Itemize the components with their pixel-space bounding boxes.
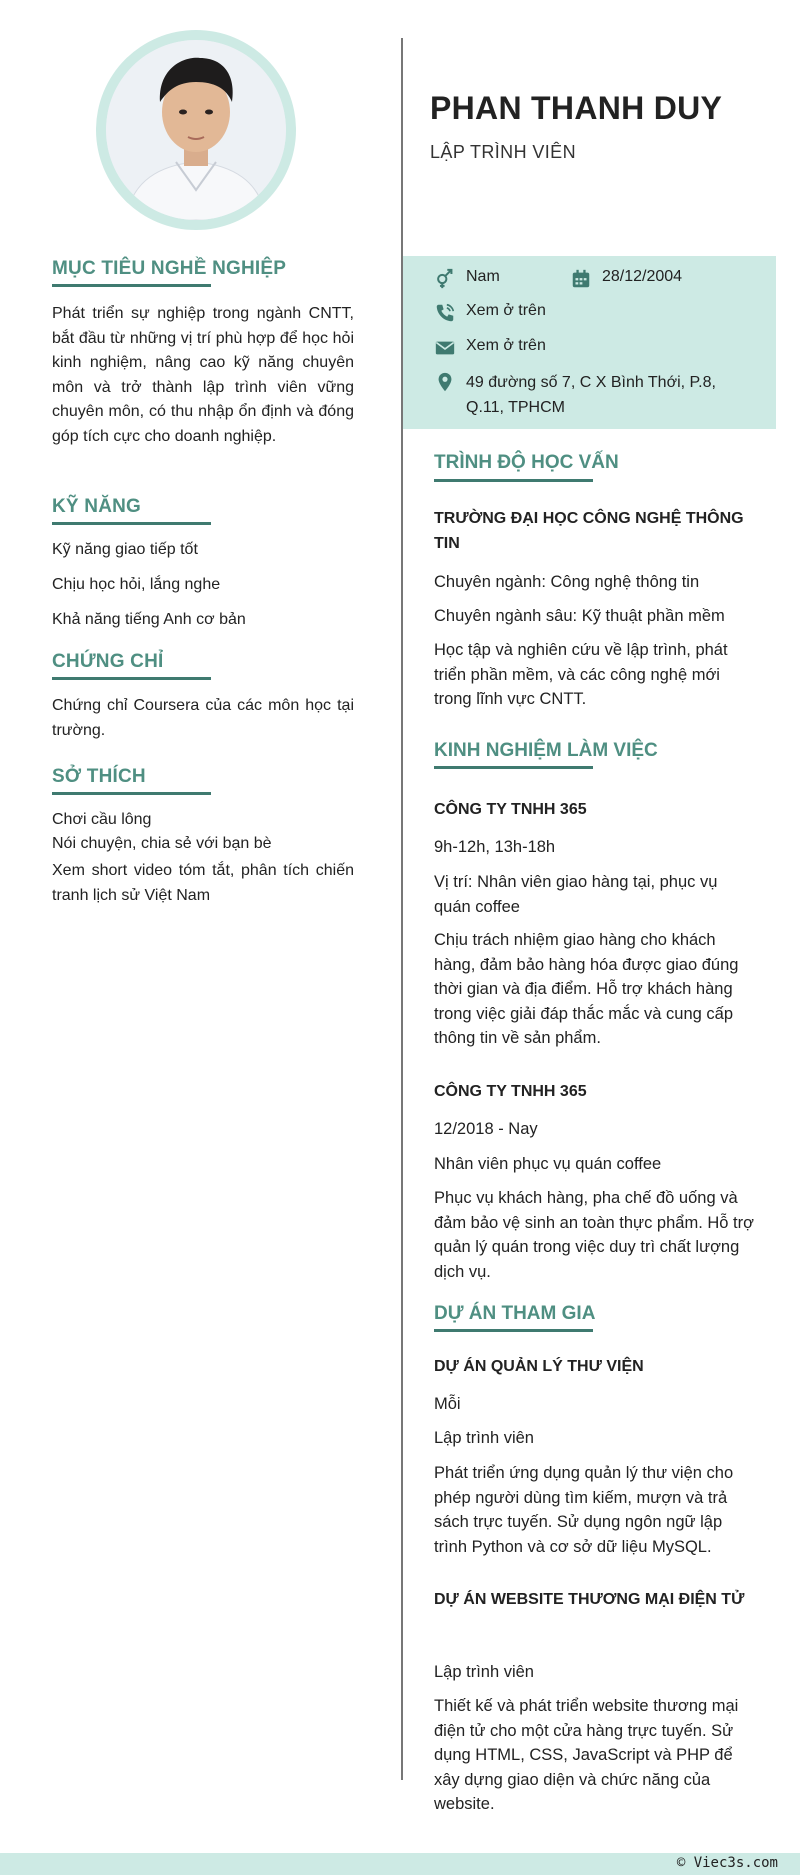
experience-underline	[434, 766, 593, 769]
contact-birthday	[570, 268, 682, 290]
project-role: Lập trình viên	[434, 1663, 534, 1681]
projects-underline	[434, 1329, 593, 1332]
job-position: Nhân viên phục vụ quán coffee	[434, 1155, 662, 1173]
certificates-underline	[52, 677, 211, 680]
project-description: Phát triển ứng dụng quản lý thư viện cho phép người dùng tìm kiếm, mượn và trả sách trực tuyến. Sử dụng ngôn ngữ lập trình Python và cơ sở dữ liệu MySQL.	[434, 1464, 734, 1556]
skill-item: Chịu học hỏi, lắng nghe	[52, 576, 221, 593]
avatar	[106, 40, 286, 220]
project-status: Mỗi	[434, 1395, 461, 1413]
objective-text: Phát triển sự nghiệp trong ngành CNTT, bắt đầu từ những vị trí phù hợp để học hỏi kinh nghiệm, nâng cao kỹ năng chuyên môn và trở thành lập trình viên vững chuyên môn, có thu nhập ổn định và đóng góp tích cực cho doanh nghiệp.	[52, 305, 354, 445]
job-position: Vị trí: Nhân viên giao hàng tại, phục vụ quán coffee	[434, 873, 718, 916]
job-company: CÔNG TY TNHH 365	[434, 1083, 587, 1100]
education-title: TRÌNH ĐỘ HỌC VẤN	[434, 452, 619, 473]
job-description: Chịu trách nhiệm giao hàng cho khách hàng, đảm bảo hàng hóa được giao đúng thời gian và địa điểm. Hỗ trợ khách hàng trong việc giải đáp thắc mắc và cung cấp thông tin về sản phẩm.	[434, 931, 739, 1047]
education-major: Chuyên ngành: Công nghệ thông tin	[434, 573, 700, 591]
skills-underline	[52, 522, 211, 525]
contact-gender	[434, 268, 500, 290]
project-role: Lập trình viên	[434, 1429, 534, 1447]
gender-icon	[434, 268, 456, 290]
envelope-icon	[434, 337, 456, 359]
certificates-title: CHỨNG CHỈ	[52, 651, 164, 672]
objective-title: MỤC TIÊU NGHỀ NGHIỆP	[52, 258, 287, 279]
gender-value: Nam	[466, 268, 500, 285]
contact-address	[434, 371, 754, 420]
avatar-ring	[96, 30, 296, 230]
phone-icon	[434, 302, 456, 324]
contact-email	[434, 337, 546, 359]
project-description: Thiết kế và phát triển website thương mại điện tử cho một cửa hàng trực tuyến. Sử dụng HTML, CSS, JavaScript và PHP để xây dựng giao diện và chức năng của website.	[434, 1697, 739, 1813]
job-description: Phục vụ khách hàng, pha chế đồ uống và đảm bảo vệ sinh an toàn thực phẩm. Hỗ trợ quản lý quán trong việc duy trì chất lượng dịch vụ.	[434, 1189, 754, 1281]
birthday-value: 28/12/2004	[602, 268, 683, 285]
skills-title: KỸ NĂNG	[52, 496, 142, 517]
certificates-text: Chứng chỉ Coursera của các môn học tại trường.	[52, 697, 354, 739]
candidate-name: PHAN THANH DUY	[430, 90, 723, 126]
job-time: 9h-12h, 13h-18h	[434, 838, 556, 856]
objective-underline	[52, 284, 211, 287]
address-value: 49 đường số 7, C X Bình Thới, P.8, Q.11, TPHCM	[466, 374, 716, 416]
footer-credit: © Viec3s.com	[676, 1855, 778, 1871]
hobby-item: Chơi cầu lông	[52, 811, 152, 828]
email-value: Xem ở trên	[466, 337, 546, 354]
education-description: Học tập và nghiên cứu về lập trình, phát triển phần mềm, và các công nghệ mới trong lĩnh vực CNTT.	[434, 641, 728, 708]
location-pin-icon	[434, 371, 456, 393]
education-underline	[434, 479, 593, 482]
phone-value: Xem ở trên	[466, 302, 546, 319]
candidate-role: LẬP TRÌNH VIÊN	[430, 142, 576, 162]
avatar-photo-icon	[106, 40, 286, 220]
hobbies-underline	[52, 792, 211, 795]
calendar-icon	[570, 268, 592, 290]
projects-title: DỰ ÁN THAM GIA	[434, 1303, 596, 1324]
skill-item: Kỹ năng giao tiếp tốt	[52, 541, 198, 558]
hobby-item: Xem short video tóm tắt, phân tích chiến tranh lịch sử Việt Nam	[52, 862, 354, 904]
contact-phone	[434, 302, 546, 324]
education-specialty: Chuyên ngành sâu: Kỹ thuật phần mềm	[434, 607, 725, 625]
skill-item: Khả năng tiếng Anh cơ bản	[52, 611, 246, 628]
project-name: DỰ ÁN QUẢN LÝ THƯ VIỆN	[434, 1358, 644, 1375]
footer-bar	[0, 1853, 800, 1875]
job-time: 12/2018 - Nay	[434, 1120, 538, 1138]
job-company: CÔNG TY TNHH 365	[434, 801, 587, 818]
project-name: DỰ ÁN WEBSITE THƯƠNG MẠI ĐIỆN TỬ	[434, 1591, 745, 1608]
experience-title: KINH NGHIỆM LÀM VIỆC	[434, 740, 658, 761]
education-school: TRƯỜNG ĐẠI HỌC CÔNG NGHỆ THÔNG TIN	[434, 510, 744, 552]
hobbies-title: SỞ THÍCH	[52, 766, 146, 787]
hobby-item: Nói chuyện, chia sẻ với bạn bè	[52, 835, 272, 852]
